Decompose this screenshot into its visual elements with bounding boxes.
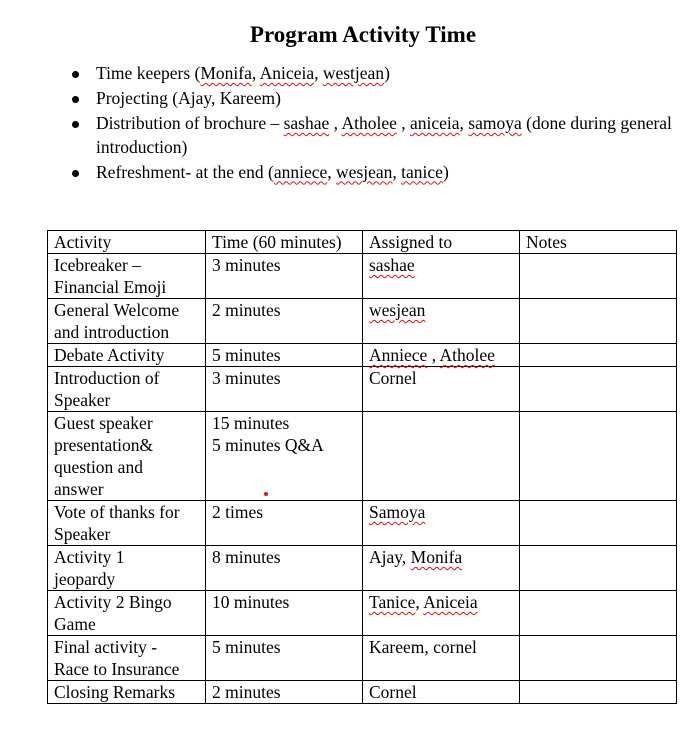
table-row bbox=[48, 681, 677, 704]
header-activity: Activity bbox=[48, 231, 206, 254]
activity-cell-line: Speaker bbox=[54, 390, 111, 410]
table-row bbox=[48, 591, 677, 636]
time-cell-line: 5 minutes bbox=[212, 637, 281, 657]
time-cell-line: 10 minutes bbox=[212, 592, 290, 612]
text-run: , bbox=[327, 161, 337, 182]
time-cell-line: 2 minutes bbox=[212, 300, 281, 320]
notes-cell bbox=[520, 501, 677, 546]
notes-cell bbox=[520, 254, 677, 299]
text-run: Ajay, bbox=[369, 547, 411, 567]
time-cell bbox=[206, 254, 363, 299]
table-row bbox=[48, 636, 677, 681]
time-cell-line: 8 minutes bbox=[212, 547, 281, 567]
activity-cell bbox=[48, 636, 206, 681]
bullet-item bbox=[72, 87, 672, 111]
bullet-list bbox=[72, 62, 672, 186]
red-mark bbox=[264, 492, 268, 496]
flagged-word: samoya bbox=[468, 113, 522, 133]
header-time: Time (60 minutes) bbox=[206, 231, 363, 254]
activity-cell bbox=[48, 546, 206, 591]
assigned-cell bbox=[363, 299, 520, 344]
table-row bbox=[48, 254, 677, 299]
table-row bbox=[48, 367, 677, 412]
flagged-word: anniece bbox=[273, 161, 328, 182]
bullet-item bbox=[72, 62, 672, 86]
bullet-dot-icon bbox=[72, 121, 79, 128]
text-run: , bbox=[314, 63, 323, 83]
flagged-word: Aniceia bbox=[423, 592, 478, 612]
time-cell-line: 3 minutes bbox=[212, 368, 281, 388]
text-run: , bbox=[396, 113, 410, 133]
notes-cell bbox=[520, 681, 677, 704]
activity-cell-line: Guest speaker bbox=[54, 413, 153, 433]
activity-cell bbox=[48, 344, 206, 367]
text-run: , bbox=[329, 113, 342, 133]
time-cell-line: 2 times bbox=[212, 502, 264, 522]
time-cell bbox=[206, 344, 363, 367]
text-run: , bbox=[392, 161, 402, 182]
activity-cell-line: Closing Remarks bbox=[54, 682, 176, 702]
activity-cell bbox=[48, 254, 206, 299]
bullet-dot-icon bbox=[72, 71, 79, 78]
table-row bbox=[48, 299, 677, 344]
time-cell bbox=[206, 591, 363, 636]
assigned-cell bbox=[363, 344, 520, 367]
text-run: , bbox=[251, 63, 260, 83]
bullet-dot-icon bbox=[72, 96, 79, 103]
time-cell bbox=[206, 299, 363, 344]
activity-cell-line: and introduction bbox=[54, 322, 170, 342]
activity-cell bbox=[48, 681, 206, 704]
activity-cell-line: question and bbox=[54, 457, 143, 477]
bullet-dot-icon bbox=[72, 170, 79, 177]
flagged-word: tanice bbox=[401, 161, 443, 182]
time-cell bbox=[206, 546, 363, 591]
header-notes: Notes bbox=[520, 231, 677, 254]
time-cell-line: 5 minutes bbox=[212, 345, 281, 365]
notes-cell bbox=[520, 591, 677, 636]
assigned-cell bbox=[363, 501, 520, 546]
table-row bbox=[48, 501, 677, 546]
table-row bbox=[48, 546, 677, 591]
text-run: ) bbox=[384, 63, 390, 83]
flagged-word: Atholee bbox=[439, 345, 495, 365]
activity-cell-line: Game bbox=[54, 614, 96, 634]
schedule-table bbox=[47, 230, 677, 704]
text-run: Cornel bbox=[369, 368, 417, 388]
time-cell-line: 2 minutes bbox=[212, 682, 281, 702]
flagged-word: sashae bbox=[283, 113, 330, 133]
assigned-cell bbox=[363, 254, 520, 299]
time-cell bbox=[206, 681, 363, 704]
time-cell bbox=[206, 501, 363, 546]
notes-cell bbox=[520, 344, 677, 367]
flagged-word: Monifa bbox=[200, 63, 252, 83]
flagged-word: Samoya bbox=[369, 502, 426, 522]
flagged-word: wesjean bbox=[336, 161, 393, 182]
assigned-cell bbox=[363, 636, 520, 681]
text-run: Refreshment- at the end ( bbox=[96, 161, 274, 182]
flagged-word: Atholee bbox=[341, 113, 397, 133]
activity-cell bbox=[48, 412, 206, 501]
flagged-word: sashae bbox=[369, 255, 415, 275]
assigned-cell bbox=[363, 591, 520, 636]
flagged-word: wesjean bbox=[369, 300, 426, 320]
time-cell bbox=[206, 367, 363, 412]
activity-cell-line: Final activity - bbox=[54, 637, 158, 657]
activity-cell-line: General Welcome bbox=[54, 300, 180, 320]
notes-cell bbox=[520, 367, 677, 412]
time-cell-line: 3 minutes bbox=[212, 255, 281, 275]
activity-cell bbox=[48, 299, 206, 344]
table-header-row bbox=[48, 231, 677, 254]
text-run: ) bbox=[442, 161, 449, 182]
time-cell bbox=[206, 412, 363, 501]
flagged-word: westjean bbox=[322, 63, 385, 83]
table-row bbox=[48, 412, 677, 501]
assigned-cell bbox=[363, 681, 520, 704]
activity-cell-line: Activity 1 bbox=[54, 547, 125, 567]
notes-cell bbox=[520, 636, 677, 681]
time-cell-line: 5 minutes Q&A bbox=[212, 435, 324, 455]
flagged-word: Tanice bbox=[369, 592, 416, 612]
text-run: , bbox=[459, 113, 469, 133]
table-row bbox=[48, 344, 677, 367]
activity-cell-line: jeopardy bbox=[54, 569, 116, 589]
activity-cell-line: Financial Emoji bbox=[54, 277, 167, 297]
assigned-cell bbox=[363, 412, 520, 501]
activity-cell-line: Debate Activity bbox=[54, 345, 165, 365]
bullet-item bbox=[72, 112, 672, 159]
notes-cell bbox=[520, 299, 677, 344]
time-cell bbox=[206, 636, 363, 681]
notes-cell bbox=[520, 546, 677, 591]
document-title: Program Activity Time bbox=[249, 22, 477, 47]
time-cell-line: 15 minutes bbox=[212, 413, 290, 433]
flagged-word: aniceia bbox=[410, 113, 460, 133]
text-run: Kareem, cornel bbox=[369, 637, 477, 657]
text-run: (done during general introduction) bbox=[96, 113, 672, 157]
activity-cell bbox=[48, 591, 206, 636]
activity-cell-line: Icebreaker – bbox=[54, 255, 141, 275]
activity-cell-line: Speaker bbox=[54, 524, 111, 544]
bullet-item bbox=[72, 161, 672, 185]
header-assigned: Assigned to bbox=[363, 231, 520, 254]
activity-cell-line: Activity 2 Bingo bbox=[54, 592, 172, 612]
text-run: , bbox=[415, 592, 424, 612]
text-run: , bbox=[427, 345, 440, 365]
activity-cell-line: Race to Insurance bbox=[54, 659, 180, 679]
text-run: Time keepers ( bbox=[96, 63, 201, 83]
activity-cell-line: Introduction of bbox=[54, 368, 160, 388]
activity-cell-line: Vote of thanks for bbox=[54, 502, 180, 522]
activity-cell bbox=[48, 367, 206, 412]
text-run: Distribution of brochure – bbox=[96, 113, 284, 133]
flagged-word: Anniece bbox=[369, 345, 428, 365]
text-run: Cornel bbox=[369, 682, 417, 702]
flagged-word: Monifa bbox=[410, 547, 463, 567]
assigned-cell bbox=[363, 367, 520, 412]
text-run: Projecting (Ajay, Kareem) bbox=[96, 88, 281, 108]
assigned-cell bbox=[363, 546, 520, 591]
flagged-word: Aniceia bbox=[259, 63, 315, 83]
activity-cell-line: answer bbox=[54, 479, 104, 499]
activity-cell-line: presentation& bbox=[54, 435, 154, 455]
notes-cell bbox=[520, 412, 677, 501]
activity-cell bbox=[48, 501, 206, 546]
